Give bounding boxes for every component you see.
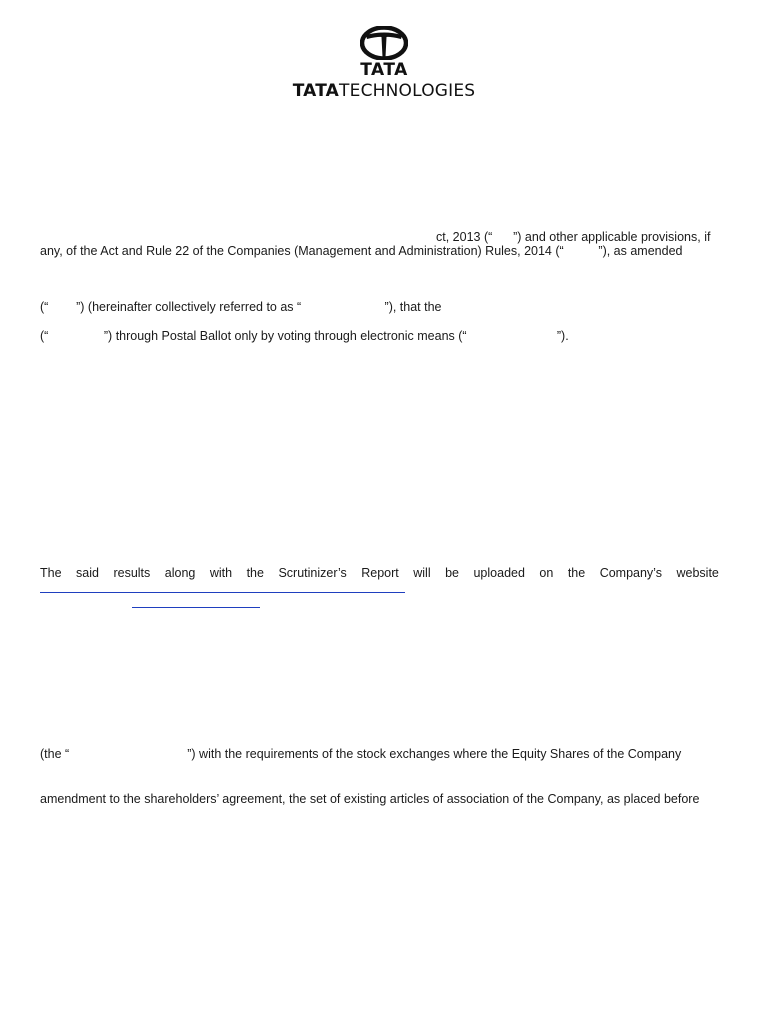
results-word: uploaded bbox=[473, 566, 525, 580]
paragraph-6-line-1: amendment to the shareholders’ agreement, the set of existing articles of association of the Company, as placed before bbox=[40, 792, 700, 806]
paragraph-results-line bbox=[40, 566, 719, 581]
results-word: The bbox=[40, 566, 62, 580]
results-word: on bbox=[539, 566, 554, 580]
logo-full-bold: TATA bbox=[292, 81, 340, 101]
company-website-link[interactable] bbox=[40, 592, 405, 593]
results-word: results bbox=[113, 566, 151, 580]
results-word: Scrutinizer’s bbox=[278, 566, 347, 580]
logo-tata-wordmark: TATA bbox=[360, 60, 408, 80]
results-word: with bbox=[209, 566, 233, 580]
results-word: Report bbox=[361, 566, 399, 580]
paragraph-5-line-1: (the “ ”) with the requirements of the stock exchanges where the Equity Shares of the Company bbox=[40, 747, 682, 761]
stock-exchange-website-link[interactable] bbox=[132, 607, 260, 608]
logo-tata-technologies-wordmark bbox=[0, 81, 768, 101]
paragraph-1-line-2: any, of the Act and Rule 22 of the Companies (Management and Administration) Rules, 2014 (“ ”), as amended bbox=[40, 244, 683, 258]
results-word: be bbox=[445, 566, 459, 580]
results-word: said bbox=[76, 566, 99, 580]
logo-full-rest: TECHNOLOGIES bbox=[339, 81, 476, 101]
company-logo bbox=[0, 26, 768, 101]
paragraph-3-line-1: (“ ”) through Postal Ballot only by voting through electronic means (“ ”). bbox=[40, 329, 569, 343]
results-word: along bbox=[164, 566, 196, 580]
paragraph-2-line-1: (“ ”) (hereinafter collectively referred to as “ ”), that the bbox=[40, 300, 442, 314]
results-word: website bbox=[676, 566, 719, 580]
tata-logo-mark-icon bbox=[360, 26, 408, 60]
results-word: the bbox=[246, 566, 264, 580]
results-word: will bbox=[413, 566, 431, 580]
paragraph-1-line-1: ct, 2013 (“ ”) and other applicable provisions, if bbox=[436, 230, 711, 244]
results-word: the bbox=[567, 566, 586, 580]
results-word: Company’s bbox=[599, 566, 662, 580]
